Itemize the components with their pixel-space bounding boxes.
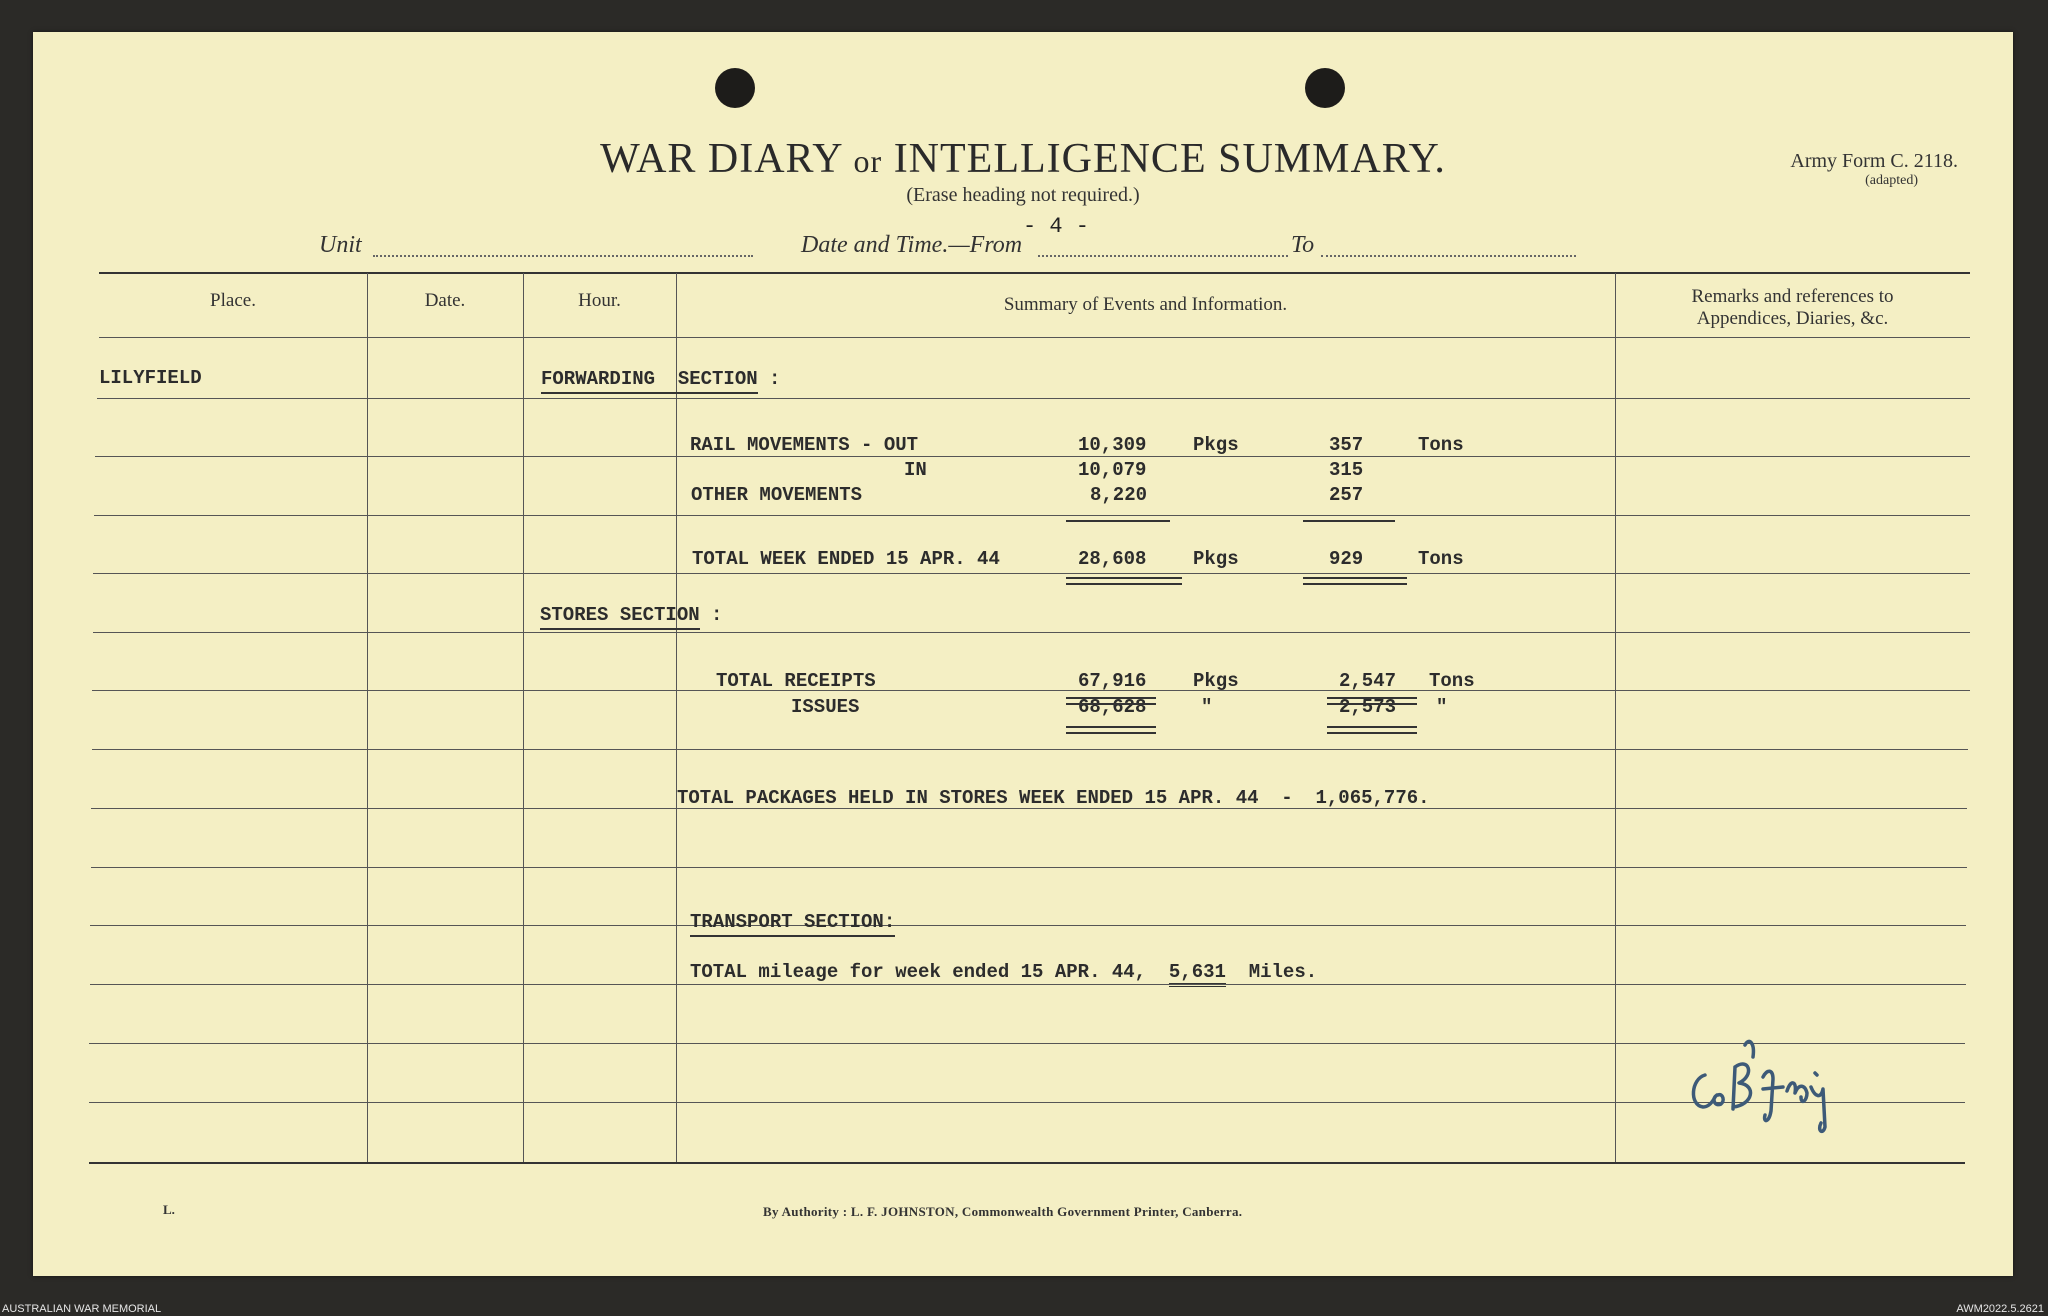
forwarding-section-heading bbox=[541, 368, 780, 390]
total-week-pkgs-unit: Pkgs bbox=[1193, 548, 1239, 570]
issues-double-rule-pkgs bbox=[1066, 726, 1156, 734]
page-number: - 4 - bbox=[1023, 214, 1090, 239]
place-entry: LILYFIELD bbox=[99, 367, 202, 389]
tons-unit: Tons bbox=[1418, 434, 1464, 456]
issues-tons: 2,573 bbox=[1339, 696, 1397, 718]
column-heading-remarks bbox=[1615, 286, 1970, 330]
total-week-tons-unit: Tons bbox=[1418, 548, 1464, 570]
column-heading-place: Place. bbox=[210, 290, 256, 311]
total-week-label: TOTAL WEEK ENDED 15 APR. 44 bbox=[692, 548, 1000, 570]
rail-movements-label: RAIL MOVEMENTS - OUT bbox=[690, 434, 919, 456]
printer-authority: By Authority : L. F. JOHNSTON, Commonwealth Government Printer, Canberra. bbox=[763, 1204, 1243, 1219]
erase-note: (Erase heading not required.) bbox=[906, 184, 1140, 206]
receipts-tons-unit: Tons bbox=[1429, 670, 1475, 692]
footer-left-mark: L. bbox=[163, 1202, 175, 1217]
to-label: To bbox=[1291, 232, 1315, 258]
mileage-label: TOTAL mileage for week ended 15 APR. 44, bbox=[690, 961, 1147, 983]
column-heading-summary: Summary of Events and Information. bbox=[1003, 294, 1288, 315]
forwarding-heading-text: FORWARDING SECTION bbox=[541, 368, 758, 394]
punch-hole-right bbox=[1305, 68, 1345, 108]
total-double-rule-pkgs bbox=[1066, 577, 1182, 585]
ruled-line bbox=[93, 632, 1970, 633]
mileage-value: 5,631 bbox=[1169, 961, 1226, 987]
receipts-pkgs-unit: Pkgs bbox=[1193, 670, 1239, 692]
pkgs-unit: Pkgs bbox=[1193, 434, 1239, 456]
receipts-double-rule-tons bbox=[1327, 697, 1417, 705]
date-to-field bbox=[1321, 255, 1576, 257]
ruled-line bbox=[91, 867, 1967, 868]
rail-in-label: IN bbox=[904, 459, 927, 481]
form-title bbox=[33, 135, 2013, 183]
total-week-tons: 929 bbox=[1329, 548, 1364, 570]
table-top-rule bbox=[99, 272, 1970, 274]
ruled-line bbox=[99, 337, 1970, 338]
receipts-label: TOTAL RECEIPTS bbox=[716, 670, 876, 692]
rail-out-pkgs: 10,309 bbox=[1078, 434, 1147, 456]
mileage-unit: Miles. bbox=[1248, 961, 1318, 983]
title-war-diary: WAR DIARY bbox=[600, 136, 843, 182]
remarks-heading-line1: Remarks and references to bbox=[1691, 286, 1894, 307]
other-tons: 257 bbox=[1329, 484, 1364, 506]
other-movements-label: OTHER MOVEMENTS bbox=[691, 484, 863, 506]
date-from-field bbox=[1038, 255, 1288, 257]
issues-tons-ditto: " bbox=[1436, 696, 1448, 718]
issues-label: ISSUES bbox=[791, 696, 860, 718]
diary-sheet bbox=[33, 32, 2013, 1276]
receipts-double-rule-pkgs bbox=[1066, 697, 1156, 705]
date-time-label: Date and Time.—From bbox=[801, 232, 1023, 258]
total-week-pkgs: 28,608 bbox=[1078, 548, 1147, 570]
issues-double-rule-tons bbox=[1327, 726, 1417, 734]
ruled-line bbox=[95, 456, 1970, 457]
mileage-line bbox=[690, 961, 1317, 987]
title-intelligence-summary: INTELLIGENCE SUMMARY. bbox=[893, 136, 1446, 182]
column-divider-hour bbox=[676, 273, 677, 1162]
ruled-line bbox=[92, 690, 1970, 691]
ruled-line bbox=[94, 515, 1970, 516]
army-form-label bbox=[1790, 150, 1958, 189]
rail-in-pkgs: 10,079 bbox=[1078, 459, 1147, 481]
column-divider-summary bbox=[1615, 273, 1616, 1162]
stores-colon: : bbox=[711, 604, 723, 626]
packages-held-line: TOTAL PACKAGES HELD IN STORES WEEK ENDED 15 APR. 44 - 1,065,776. bbox=[677, 787, 1430, 809]
transport-section-heading bbox=[690, 911, 895, 933]
column-heading-hour: Hour. bbox=[578, 290, 621, 311]
column-divider-place bbox=[367, 273, 368, 1162]
punch-hole-left bbox=[715, 68, 755, 108]
army-form-number: Army Form C. 2118. bbox=[1790, 150, 1958, 172]
ruled-line bbox=[92, 749, 1968, 750]
rail-out-tons: 357 bbox=[1329, 434, 1364, 456]
column-divider-date bbox=[523, 273, 524, 1162]
receipts-tons: 2,547 bbox=[1339, 670, 1397, 692]
issues-pkgs-ditto: " bbox=[1201, 696, 1213, 718]
unit-field bbox=[373, 255, 753, 257]
archive-caption-left: AUSTRALIAN WAR MEMORIAL bbox=[2, 1303, 162, 1315]
total-double-rule-tons bbox=[1303, 577, 1407, 585]
stores-heading-text: STORES SECTION bbox=[540, 604, 700, 630]
ruled-line bbox=[90, 925, 1966, 926]
stores-section-heading bbox=[540, 604, 722, 626]
transport-heading-text: TRANSPORT SECTION: bbox=[690, 911, 895, 937]
column-heading-date: Date. bbox=[424, 290, 466, 311]
other-pkgs: 8,220 bbox=[1090, 484, 1148, 506]
army-form-adapted: (adapted) bbox=[1865, 173, 1918, 188]
ruled-line bbox=[93, 573, 1970, 574]
ruled-line bbox=[97, 398, 1970, 399]
unit-label: Unit bbox=[319, 232, 362, 258]
issues-pkgs: 68,628 bbox=[1078, 696, 1147, 718]
handwritten-signature bbox=[1683, 1027, 1853, 1137]
title-or: or bbox=[853, 143, 883, 179]
forwarding-colon: : bbox=[769, 368, 781, 390]
remarks-heading-line2: Appendices, Diaries, &c. bbox=[1696, 308, 1889, 329]
subtotal-rule-pkgs bbox=[1066, 520, 1170, 522]
table-bottom-rule bbox=[89, 1162, 1965, 1164]
rail-in-tons: 315 bbox=[1329, 459, 1364, 481]
receipts-pkgs: 67,916 bbox=[1078, 670, 1147, 692]
subtotal-rule-tons bbox=[1303, 520, 1395, 522]
archive-caption-right: AWM2022.5.2621 bbox=[1956, 1303, 2044, 1315]
